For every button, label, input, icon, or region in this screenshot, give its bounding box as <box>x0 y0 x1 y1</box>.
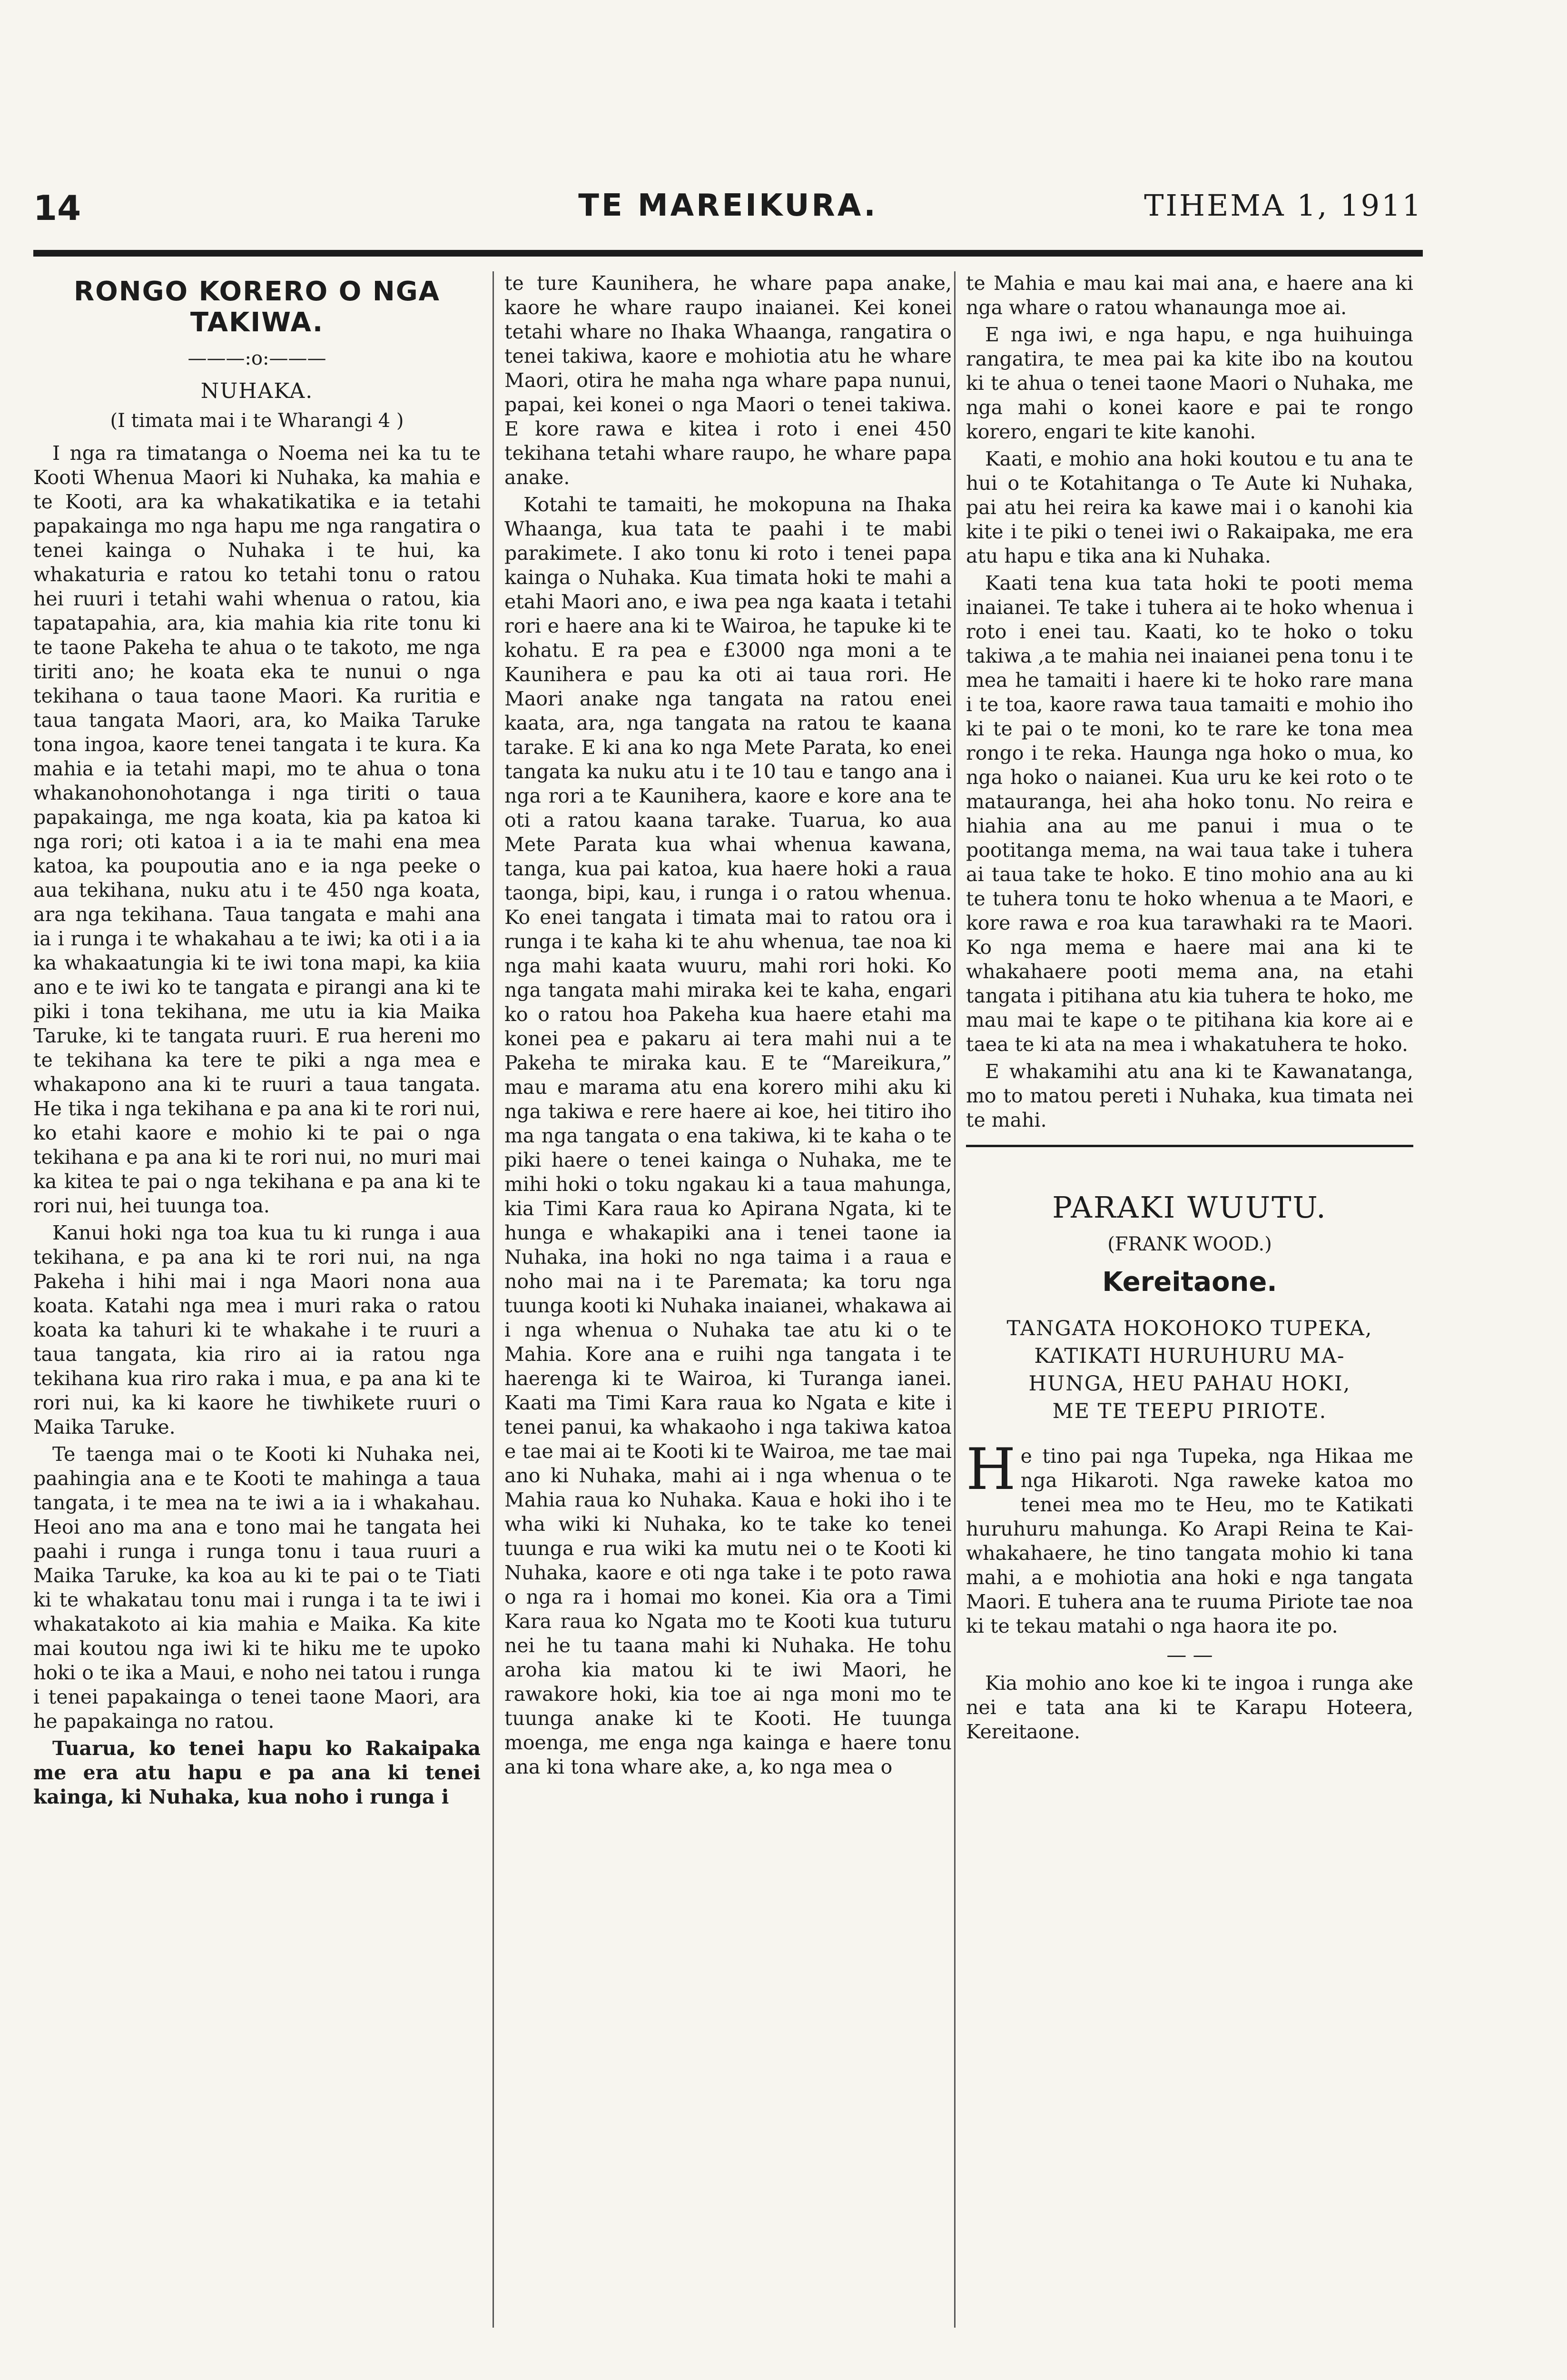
masthead-title: TE MAREIKURA. <box>578 188 878 223</box>
paragraph: I nga ra timatanga o Noema nei ka tu te Kooti Whenua Maori ki Nuhaka, ka mahia e te Kooti, ara ka whakatikatika e ia tetahi papakainga mo nga hapu me nga rangatira o tenei kainga o Nuhaka i te hui, ka whakaturia e ratou ko tetahi tonu o ratou hei ruuri i tetahi wahi whenua o ratou, kia tapatapahia, ara, kia mahia kia rite tonu ki te taone Pakeha te ahua o te takoto, me nga tiriti ano; he koata eka te nunui o nga tekihana o taua taone Maori. Ka ruritia e taua tangata Maori, ara, ko Maika Taruke tona ingoa, kaore tenei tangata i te kura. Ka mahia e ia tetahi mapi, mo te ahua o tona whakanohonohotanga i nga tiriti o taua papakainga, me nga koata, kia pa katoa ki nga rori; oti katoa i a ia te mahi ena mea katoa, ka poupoutia ano e ia nga peeke o aua tekihana, nuku atu i te 450 nga koata, ara nga tekihana. Taua tangata e mahi ana ia i runga i te whakahau a te iwi; ka oti i a ia ka whakaatungia ki te iwi tona mapi, ka kiia ano e te iwi ko te tangata e pirangi ana ki te piki i tona tekihana, me utu ia kia Maika Taruke, ki te tangata ruuri. E rua hereni mo te tekihana ka tere te piki a nga mea e whakapono ana ki te ruuri a taua tangata. He tika i nga tekihana e pa ana ki te rori nui, ko etahi kaore e mohio ki te pai o nga tekihana e pa ana ki te rori nui, no muri mai ka kitea te pai o nga tekihana e pa ana ki te rori nui, hei tuunga toa. <box>33 442 481 1217</box>
page-number: 14 <box>33 188 81 228</box>
advert-headline-line: KATIKATI HURUHURU MA- <box>1034 1344 1345 1368</box>
paragraph: Tuarua, ko tenei hapu ko Rakaipaka me era atu hapu e pa ana ki tenei kainga, ki Nuhaka, kua noho i runga i <box>33 1737 481 1808</box>
advert-closing: Kia mohio ano koe ki te ingoa i runga ake nei e tata ana ki te Karapu Hoteera, Kereitaone. <box>966 1672 1413 1743</box>
article-title: RONGO KORERO O NGA TAKIWA. <box>73 276 440 338</box>
advert-place: Kereitaone. <box>1102 1267 1277 1298</box>
paragraph: Kanui hoki nga toa kua tu ki runga i aua tekihana, e pa ana ki te rori nui, na nga Pakeha i hihi mai i nga Maori nona aua koata. Katahi nga mea i muri raka o ratou koata ka tahuri ki te whakahe i te ruuri a taua tangata, kia riro ai ia ratou nga tekihana kua riro raka i mua, e pa ana ki te rori nui, ka ki kaore he tiwhikete ruuri o Maika Taruke. <box>33 1221 481 1438</box>
column-2 <box>504 271 952 2332</box>
paragraph: E whakamihi atu ana ki te Kawanatanga, mo to matou pereti i Nuhaka, kua timata nei te mahi. <box>966 1060 1413 1131</box>
section-divider <box>966 1145 1413 1147</box>
advert-body <box>966 1437 1413 1638</box>
advert-headline-line: TANGATA HOKOHOKO TUPEKA, <box>1006 1317 1373 1340</box>
paragraph: E nga iwi, e nga hapu, e nga huihuinga rangatira, te mea pai ka kite ibo na koutou ki te ahua o tenei taone Maori o Nuhaka, me nga mahi o konei kaore e pai te rongo korero, engari te kite kanohi. <box>966 323 1413 443</box>
advert-headline <box>966 1315 1413 1425</box>
article-attribution: (I timata mai i te Wharangi 4 ) <box>110 410 404 432</box>
column-3 <box>966 271 1413 2332</box>
title-separator: ———:o:——— <box>187 347 326 369</box>
advert-headline-line: ME TE TEEPU PIRIOTE. <box>1052 1399 1327 1423</box>
advert-title: PARAKI WUUTU. <box>1052 1190 1327 1225</box>
header-rule <box>33 250 1423 257</box>
paragraph: Kaati tena kua tata hoki te pooti mema inaianei. Te take i tuhera ai te hoko whenua i roto i enei tau. Kaati, ko te hoko o toku takiwa ,a te mahia nei inaianei pena tonu i te mea he tamaiti i haere ki te hoko rare mana i te toa, kaore rawa taua tamaiti e mohio iho ki te pai o te moni, ko te rare ke tona mea rongo i te reka. Haunga nga hoko o mua, ko nga hoko o naianei. Kua uru ke kei roto o te matauranga, hei aha hoko tonu. No reira e hiahia ana au me panui i mua o te pootitanga mema, na wai taua take i tuhera ai taua take te hoko. E tino mohio ana au ki te tuhera tonu te hoko whenua a te Maori, e kore rawa e roa kua tarawhaki ra te Maori. Ko nga mema e haere mai ana ki te whakahaere pooti mema ana, na etahi tangata i pitihana atu kia tuhera te hoko, me mau mai te kape o te pitihana kia kore ai e taea te ki ata na mea i whakatuhera te hoko. <box>966 572 1413 1056</box>
paragraph: Kotahi te tamaiti, he mokopuna na Ihaka Whaanga, kua tata te paahi i te mabi parakimete. I ako tonu ki roto i tenei papa kainga o Nuhaka. Kua timata hoki te mahi a etahi Maori ano, e iwa pea nga kaata i tetahi rori e haere ana ki te Wairoa, he tapuke ki te kohatu. E ra pea e £3000 nga moni a te Kaunihera e pau ka oti ai taua rori. He Maori anake nga tangata na ratou enei kaata, ara, nga tangata na ratou te kaana tarake. E ki ana ko nga Mete Parata, ko enei tangata ka nuku atu i te 10 tau e tango ana i nga rori a te Kaunihera, kaore e kore ana te oti a ratou kaana tarake. Tuarua, ko aua Mete Parata kua whai whenua kawana, tanga, kua pai katoa, kua haere hoki a raua taonga, bipi, kau, i runga i o ratou whenua. Ko enei tangata i timata mai to ratou ora i runga i te kaha ki te ahu whenua, tae noa ki nga mahi kaata wuuru, mahi rori hoki. Ko nga tangata mahi miraka kei te kaha, engari ko o ratou hoa Pakeha kua haere etahi ma konei pea e pakaru ai tera mahi nui a te Pakeha te miraka kau. E te “Mareikura,” mau e marama atu ena korero mihi aku ki nga takiwa e rere haere ai koe, hei titiro iho ma nga tangata o ena takiwa, ki te kaha o te piki haere o tenei kainga o Nuhaka, me te mihi hoki o toku ngakau ki a taua mahunga, kia Timi Kara raua ko Apirana Ngata, ki te hunga e whakapiki ana i tenei taone ia Nuhaka, ina hoki no nga taima i a raua e noho mai na i te Paremata; ka toru nga tuunga kooti ki Nuhaka inaianei, whakawa ai i nga whenua o Nuhaka tae atu ki o te Mahia. Kore ana e ruihi nga tangata i te haerenga ki te Wairoa, ki Turanga ianei. Kaati ma Timi Kara raua ko Ngata e kite i tenei panui, ka whakaoho i nga takiwa katoa e tae mai ai te Kooti ki te Wairoa, me tae mai ano ki Nuhaka, mahi ai i nga whenua o te Mahia raua ko Nuhaka. Kaua e hoki iho i te wha wiki ki Nuhaka, ko te take ko tenei tuunga e rua wiki ka mutu nei o te Kooti ki Nuhaka, kaore e oti nga take i te poto rawa o nga ra i homai mo konei. Kia ora a Timi Kara raua ko Ngata mo te Kooti kua tuturu nei he tu taana mahi ki Nuhaka. He tohu aroha kia matou ki te iwi Maori, he rawakore hoki, kia toe ai nga moni mo te tuunga anake ki te Kooti. He tuunga moenga, me enga nga kainga e haere tonu ana ki tona whare ake, a, ko nga mea o <box>504 493 952 1778</box>
advert-headline-line: HUNGA, HEU PAHAU HOKI, <box>1028 1372 1351 1396</box>
paragraph: Kaati, e mohio ana hoki koutou e tu ana te hui o te Kotahitanga o Te Aute ki Nuhaka, pai atu hei reira ka kawe mai i o kanohi kia kite i te piki o tenei iwi o Rakaipaka, me era atu hapu e tika ana ki Nuhaka. <box>966 447 1413 567</box>
article-place: NUHAKA. <box>200 379 314 403</box>
advert-subtitle: (FRANK WOOD.) <box>1107 1233 1272 1255</box>
drop-cap: H <box>966 1437 1016 1503</box>
column-separator <box>493 271 494 2328</box>
paragraph: te ture Kaunihera, he whare papa anake, kaore he whare raupo inaianei. Kei konei tetahi whare no Ihaka Whaanga, rangatira o tenei takiwa, kaore e mohiotia atu he whare Maori, otira he maha nga whare papa nunui, papai, kei konei o nga Maori o tenei takiwa. E kore rawa e kitea i roto i enei 450 tekihana tetahi whare raupo, he whare papa anake. <box>504 272 952 489</box>
paragraph: te Mahia e mau kai mai ana, e haere ana ki nga whare o ratou whanaunga moe ai. <box>966 272 1413 319</box>
page-header <box>33 188 1423 240</box>
paragraph: Te taenga mai o te Kooti ki Nuhaka nei, paahingia ana e te Kooti te mahinga a taua tangata, i te mea na te iwi a ia i whakahau. Heoi ano ma ana e tono mai he tangata hei paahi i runga i runga tonu i taua ruuri a Maika Taruke, ka koa au ki te pai o te Tiati ki te whakatau tonu mai i runga i ta te iwi i whakatakoto ai kia mahia e Maika. Ka kite mai koutou nga iwi ki te hiku me te upoko hoki o te ika a Maui, e noho nei tatou i runga i tenei papakainga o tenei taone Maori, ara he papakainga no ratou. <box>33 1443 481 1733</box>
column-1 <box>33 271 481 2332</box>
column-separator <box>954 271 956 2328</box>
advertisement <box>966 1190 1413 1744</box>
advert-body-text: e tino pai nga Tupeka, nga Hikaa me nga Hikaroti. Nga raweke katoa mo tenei mea mo te Heu, mo te Katikati huruhuru mahunga. Ko Arapi Reina te Kai-whakahaere, he tino tangata mohio ki tana mahi, a e mohiotia ana hoki e nga tangata Maori. E tuhera ana te ruuma Piriote tae noa ki te tekau matahi o nga haora ite po. <box>966 1445 1413 1637</box>
issue-date: TIHEMA 1, 1911 <box>1144 188 1423 223</box>
advert-separator: — — <box>1166 1643 1213 1666</box>
